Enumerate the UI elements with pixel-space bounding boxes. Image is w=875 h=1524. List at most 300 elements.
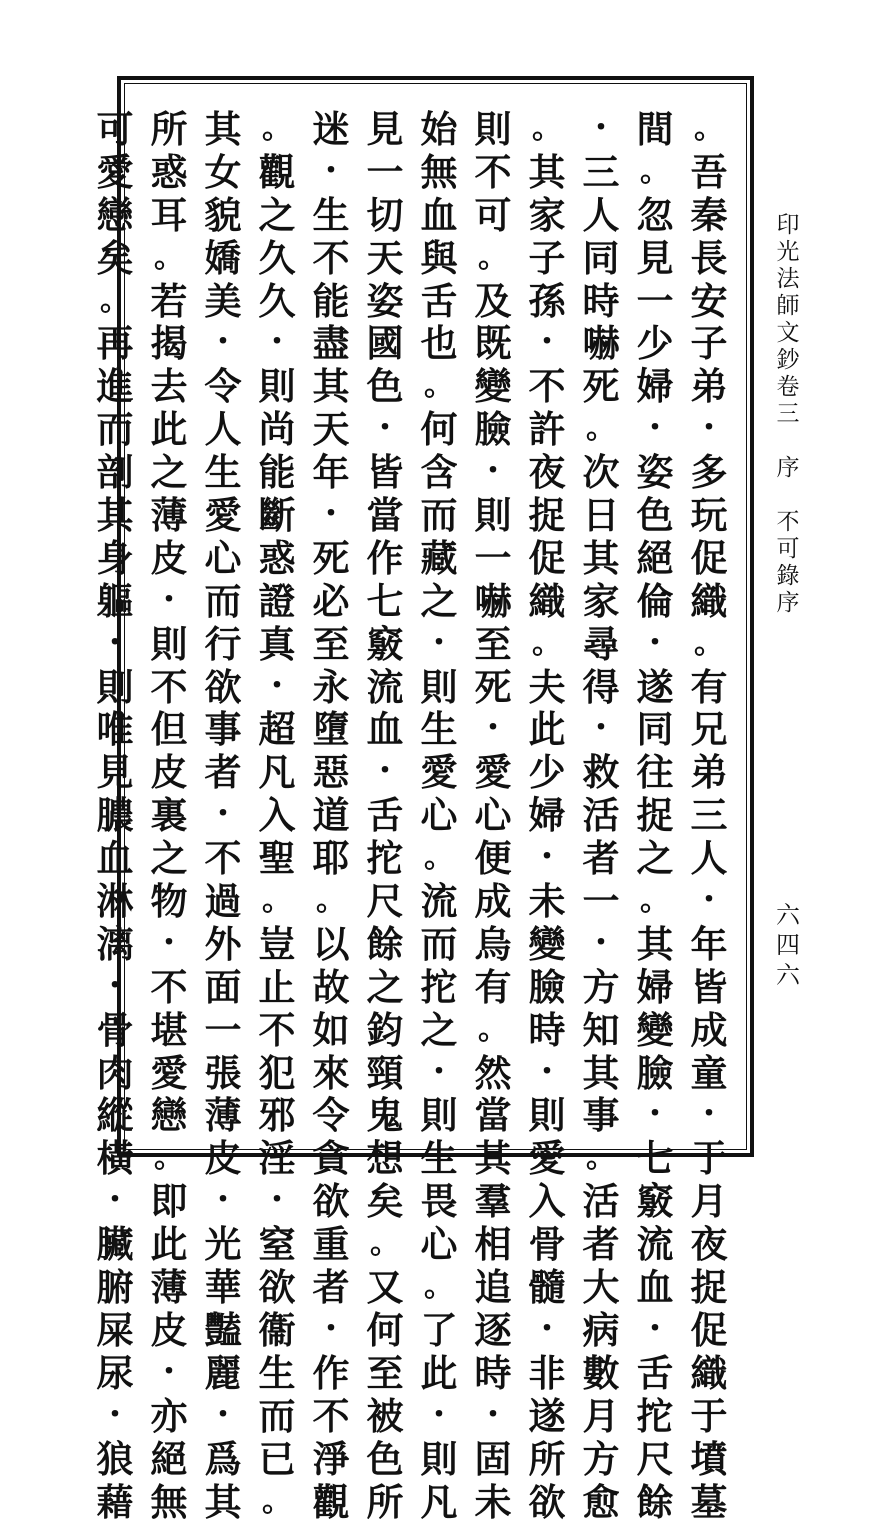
- text-char: 血: [366, 707, 404, 752]
- text-char: 天: [312, 407, 350, 452]
- text-char: 秦: [690, 192, 728, 237]
- text-char: 犯: [258, 1050, 296, 1095]
- text-char: 止: [258, 964, 296, 1009]
- text-char: 事: [204, 707, 242, 752]
- text-char: 竅: [366, 621, 404, 666]
- text-char: 其: [96, 493, 134, 538]
- text-char: 流: [366, 664, 404, 709]
- text-char: 。: [640, 153, 670, 189]
- text-char: 之: [258, 192, 296, 237]
- text-char: 血: [96, 836, 134, 881]
- text-char: 其: [528, 149, 566, 194]
- text-char: 堪: [150, 1007, 188, 1052]
- text-char: 剖: [96, 450, 134, 495]
- text-char: 則: [528, 1093, 566, 1138]
- text-char: 至: [366, 1350, 404, 1395]
- running-head-book-title-char: 三: [776, 401, 800, 427]
- text-char: 姿: [636, 450, 674, 495]
- text-char: ・: [694, 883, 724, 919]
- text-char: ・: [586, 925, 616, 961]
- text-char: 不: [150, 964, 188, 1009]
- text-char: 有: [690, 664, 728, 709]
- text-char: 拕: [366, 836, 404, 881]
- text-char: 之: [420, 578, 458, 623]
- text-char: 捉: [528, 493, 566, 538]
- text-column: [196, 107, 250, 1524]
- text-char: 其: [204, 1479, 242, 1524]
- text-char: 姿: [366, 278, 404, 323]
- text-char: 孫: [528, 278, 566, 323]
- text-char: 同: [636, 707, 674, 752]
- text-char: 而: [96, 407, 134, 452]
- text-char: ・: [532, 325, 562, 361]
- text-char: 。: [586, 1140, 616, 1176]
- text-char: 得: [582, 664, 620, 709]
- text-char: 被: [366, 1393, 404, 1438]
- text-char: 。: [424, 368, 454, 404]
- text-char: 少: [636, 321, 674, 366]
- text-char: 骨: [96, 1007, 134, 1052]
- text-char: 其: [582, 1050, 620, 1095]
- text-char: 固: [474, 1436, 512, 1481]
- text-char: 再: [96, 321, 134, 366]
- text-column: [88, 107, 142, 1524]
- text-char: 時: [474, 1350, 512, 1395]
- text-char: 死: [474, 664, 512, 709]
- text-char: 相: [474, 1222, 512, 1267]
- running-head-chapter-char: 可: [776, 536, 800, 562]
- text-char: 縱: [96, 1093, 134, 1138]
- text-char: 即: [150, 1179, 188, 1224]
- text-char: 超: [258, 707, 296, 752]
- text-char: 進: [96, 364, 134, 409]
- text-char: 女: [204, 149, 242, 194]
- text-char: ・: [262, 325, 292, 361]
- text-char: 一: [204, 1007, 242, 1052]
- text-char: 者: [582, 836, 620, 881]
- running-head: [770, 212, 806, 617]
- text-char: ・: [370, 754, 400, 790]
- text-char: 捉: [690, 1265, 728, 1310]
- text-char: ・: [424, 1397, 454, 1433]
- text-char: 月: [582, 1393, 620, 1438]
- text-char: 血: [420, 192, 458, 237]
- text-char: 生: [204, 450, 242, 495]
- text-char: 尺: [636, 1436, 674, 1481]
- text-char: 墓: [690, 1479, 728, 1524]
- text-char: 逐: [474, 1307, 512, 1352]
- text-char: 有: [474, 964, 512, 1009]
- text-char: 追: [474, 1265, 512, 1310]
- text-char: 藏: [420, 535, 458, 580]
- text-char: ・: [208, 1183, 238, 1219]
- text-char: 外: [204, 921, 242, 966]
- text-char: 而: [420, 921, 458, 966]
- text-char: 婦: [636, 364, 674, 409]
- text-char: 愈: [582, 1479, 620, 1524]
- text-char: 尿: [96, 1350, 134, 1395]
- text-char: 皮: [150, 750, 188, 795]
- running-head-chapter-char: 不: [776, 509, 800, 535]
- text-char: ・: [208, 1397, 238, 1433]
- text-char: ・: [154, 582, 184, 618]
- text-char: 盡: [312, 321, 350, 366]
- text-char: 尚: [258, 407, 296, 452]
- text-char: 。: [154, 239, 184, 275]
- text-char: 病: [582, 1307, 620, 1352]
- text-char: 子: [528, 235, 566, 280]
- page-number-char: 六: [776, 961, 800, 989]
- text-char: 久: [258, 235, 296, 280]
- text-char: ・: [694, 411, 724, 447]
- text-char: 戀: [150, 1093, 188, 1138]
- text-char: 惑: [258, 535, 296, 580]
- text-char: 入: [528, 1179, 566, 1224]
- text-char: 了: [420, 1307, 458, 1352]
- text-char: ・: [640, 625, 670, 661]
- text-char: 。: [316, 883, 346, 919]
- text-char: 腑: [96, 1265, 134, 1310]
- text-char: 方: [582, 964, 620, 1009]
- text-char: 入: [258, 793, 296, 838]
- text-char: 忽: [636, 192, 674, 237]
- text-char: 能: [258, 450, 296, 495]
- text-column: [250, 108, 304, 1519]
- text-char: 婦: [528, 793, 566, 838]
- text-char: 無: [420, 149, 458, 194]
- text-char: 嬌: [204, 235, 242, 280]
- text-char: 張: [204, 1050, 242, 1095]
- text-char: 令: [204, 364, 242, 409]
- text-char: 令: [312, 1093, 350, 1138]
- text-char: 久: [258, 278, 296, 323]
- text-char: 爲: [204, 1436, 242, 1481]
- text-char: 漓: [96, 921, 134, 966]
- text-char: 于: [690, 1393, 728, 1438]
- text-char: 過: [204, 879, 242, 924]
- text-char: 則: [474, 107, 512, 151]
- text-char: 年: [312, 450, 350, 495]
- text-char: 無: [150, 1479, 188, 1524]
- text-char: 切: [366, 192, 404, 237]
- text-char: 舌: [420, 278, 458, 323]
- text-char: 證: [258, 578, 296, 623]
- text-char: 夜: [528, 450, 566, 495]
- text-char: 變: [474, 364, 512, 409]
- text-char: 。: [694, 111, 724, 146]
- text-char: 觀: [258, 149, 296, 194]
- text-char: ・: [262, 1183, 292, 1219]
- text-char: ・: [208, 797, 238, 833]
- text-char: 不: [150, 664, 188, 709]
- text-char: 。: [262, 883, 292, 919]
- text-char: ・: [316, 497, 346, 533]
- text-char: 而: [204, 578, 242, 623]
- text-char: 永: [312, 664, 350, 709]
- text-char: 者: [582, 1222, 620, 1267]
- text-char: 至: [474, 621, 512, 666]
- text-column: [466, 107, 520, 1524]
- text-char: 貪: [312, 1136, 350, 1181]
- text-char: 多: [690, 450, 728, 495]
- text-char: 皆: [366, 450, 404, 495]
- text-char: 裏: [150, 793, 188, 838]
- text-char: 童: [690, 1050, 728, 1095]
- text-char: 玩: [690, 493, 728, 538]
- text-char: 則: [150, 621, 188, 666]
- text-char: 救: [582, 750, 620, 795]
- text-char: 欲: [258, 1265, 296, 1310]
- text-char: 嚇: [474, 578, 512, 623]
- text-char: 墳: [690, 1436, 728, 1481]
- text-char: 而: [420, 493, 458, 538]
- text-char: 可: [474, 192, 512, 237]
- text-char: 日: [582, 493, 620, 538]
- text-char: 面: [204, 964, 242, 1009]
- text-char: 年: [690, 921, 728, 966]
- text-char: ・: [100, 625, 130, 661]
- text-char: 麗: [204, 1350, 242, 1395]
- text-char: 便: [474, 836, 512, 881]
- text-char: 織: [690, 1350, 728, 1395]
- text-char: 骨: [528, 1222, 566, 1267]
- text-char: ・: [262, 668, 292, 704]
- text-char: 時: [528, 1007, 566, 1052]
- text-char: 屎: [96, 1307, 134, 1352]
- text-char: 至: [312, 621, 350, 666]
- text-char: 。: [586, 411, 616, 447]
- text-char: 唯: [96, 707, 134, 752]
- text-char: 不: [528, 364, 566, 409]
- text-char: 流: [420, 879, 458, 924]
- text-char: 餘: [366, 921, 404, 966]
- text-char: 行: [204, 621, 242, 666]
- text-char: 。: [478, 1011, 508, 1047]
- text-char: 見: [96, 750, 134, 795]
- text-char: 兄: [690, 707, 728, 752]
- text-char: 揭: [150, 321, 188, 366]
- text-char: 心: [204, 535, 242, 580]
- text-char: 嚇: [582, 321, 620, 366]
- text-char: ・: [586, 111, 616, 146]
- text-char: 許: [528, 407, 566, 452]
- text-char: 道: [312, 793, 350, 838]
- text-char: 其: [474, 1136, 512, 1181]
- text-char: 愛: [474, 750, 512, 795]
- text-char: 餘: [636, 1479, 674, 1524]
- text-char: 促: [690, 1307, 728, 1352]
- text-char: 。: [370, 1226, 400, 1262]
- text-char: 凡: [420, 1479, 458, 1524]
- text-char: 皮: [204, 1136, 242, 1181]
- text-char: ・: [316, 153, 346, 189]
- text-char: 死: [582, 364, 620, 409]
- text-char: ・: [586, 711, 616, 747]
- text-char: 活: [582, 1179, 620, 1224]
- text-char: 膿: [96, 793, 134, 838]
- text-char: 人: [582, 192, 620, 237]
- text-char: 作: [312, 1350, 350, 1395]
- text-char: 惑: [150, 149, 188, 194]
- text-char: 身: [96, 535, 134, 580]
- text-char: 則: [420, 664, 458, 709]
- text-char: 皮: [150, 535, 188, 580]
- text-char: 竅: [636, 1179, 674, 1224]
- text-char: ・: [532, 1311, 562, 1347]
- text-char: 此: [150, 407, 188, 452]
- text-char: 三: [690, 793, 728, 838]
- text-char: 方: [582, 1436, 620, 1481]
- text-char: 變: [636, 1007, 674, 1052]
- running-head-section-char: 序: [776, 455, 800, 481]
- text-char: 國: [366, 321, 404, 366]
- text-column: [628, 107, 682, 1524]
- text-char: 。: [424, 840, 454, 876]
- text-char: 七: [636, 1136, 674, 1181]
- text-char: 之: [420, 1007, 458, 1052]
- text-char: 尺: [366, 879, 404, 924]
- text-char: 子: [690, 321, 728, 366]
- text-char: 者: [204, 750, 242, 795]
- text-char: 鈞: [366, 1007, 404, 1052]
- text-char: 臟: [96, 1222, 134, 1267]
- text-char: 而: [258, 1393, 296, 1438]
- text-char: ・: [154, 925, 184, 961]
- text-char: 可: [96, 107, 134, 151]
- text-char: 橫: [96, 1136, 134, 1181]
- text-char: 聖: [258, 836, 296, 881]
- text-char: 則: [420, 1093, 458, 1138]
- text-char: 也: [420, 321, 458, 366]
- text-char: 皆: [690, 964, 728, 1009]
- text-char: 之: [366, 964, 404, 1009]
- text-char: 不: [312, 1393, 350, 1438]
- text-char: 愛: [96, 149, 134, 194]
- text-char: 此: [528, 707, 566, 752]
- text-char: 。: [100, 282, 130, 318]
- text-char: 促: [690, 535, 728, 580]
- text-char: 去: [150, 364, 188, 409]
- text-char: 成: [690, 1007, 728, 1052]
- running-head-chapter-char: 錄: [776, 563, 800, 589]
- text-char: 成: [474, 879, 512, 924]
- text-column: [304, 107, 358, 1524]
- text-char: ・: [100, 1397, 130, 1433]
- text-char: 。: [262, 111, 292, 146]
- text-char: 薄: [150, 493, 188, 538]
- text-char: 如: [312, 1007, 350, 1052]
- text-char: 淨: [312, 1436, 350, 1481]
- text-char: 欲: [312, 1179, 350, 1224]
- text-char: 淫: [258, 1136, 296, 1181]
- text-char: 以: [312, 921, 350, 966]
- text-char: 月: [690, 1179, 728, 1224]
- text-char: 不: [258, 1007, 296, 1052]
- text-char: 故: [312, 964, 350, 1009]
- text-char: ・: [478, 454, 508, 490]
- text-char: ・: [478, 711, 508, 747]
- text-char: 臉: [528, 964, 566, 1009]
- text-char: 愛: [528, 1136, 566, 1181]
- text-char: 往: [636, 750, 674, 795]
- text-char: 耳: [150, 192, 188, 237]
- text-char: ・: [424, 1054, 454, 1090]
- text-char: 見: [636, 235, 674, 280]
- text-char: 夫: [528, 664, 566, 709]
- text-char: 流: [636, 1222, 674, 1267]
- text-char: 及: [474, 278, 512, 323]
- running-head-chapter-char: 序: [776, 590, 800, 616]
- text-char: 拕: [420, 964, 458, 1009]
- text-char: 烏: [474, 921, 512, 966]
- page-number: [770, 900, 806, 990]
- text-char: 始: [420, 107, 458, 151]
- text-char: 藉: [96, 1479, 134, 1524]
- text-char: 婦: [636, 964, 674, 1009]
- text-char: 織: [528, 578, 566, 623]
- text-char: 美: [204, 278, 242, 323]
- text-char: 一: [636, 278, 674, 323]
- text-char: ・: [640, 1097, 670, 1133]
- text-char: 之: [636, 836, 674, 881]
- text-char: 觀: [312, 1479, 350, 1524]
- text-char: 色: [366, 1436, 404, 1481]
- text-char: 迷: [312, 107, 350, 151]
- running-head-book-title-char: 印: [776, 212, 800, 238]
- text-char: 少: [528, 750, 566, 795]
- text-char: 臉: [636, 1050, 674, 1095]
- text-char: 則: [420, 1436, 458, 1481]
- text-char: 血: [636, 1265, 674, 1310]
- text-char: 來: [312, 1050, 350, 1095]
- text-char: 愛: [204, 493, 242, 538]
- text-char: 長: [690, 235, 728, 280]
- text-char: 軀: [96, 578, 134, 623]
- text-char: 拕: [636, 1393, 674, 1438]
- text-char: 活: [582, 793, 620, 838]
- text-char: 弟: [690, 364, 728, 409]
- text-char: ・: [370, 411, 400, 447]
- text-char: 家: [582, 578, 620, 623]
- text-char: 衞: [258, 1307, 296, 1352]
- text-char: 生: [420, 1136, 458, 1181]
- text-char: 。: [262, 1483, 292, 1519]
- text-char: 畏: [420, 1179, 458, 1224]
- text-column: [412, 107, 466, 1524]
- text-char: 未: [528, 879, 566, 924]
- running-head-book-title-char: 光: [776, 239, 800, 265]
- text-char: 則: [258, 364, 296, 409]
- text-char: 生: [312, 192, 350, 237]
- text-char: 數: [582, 1350, 620, 1395]
- text-char: 死: [312, 535, 350, 580]
- text-char: 。: [532, 625, 562, 661]
- text-char: 捉: [636, 793, 674, 838]
- text-char: 知: [582, 1007, 620, 1052]
- running-head-book-title-char: 卷: [776, 374, 800, 400]
- text-char: ・: [532, 1054, 562, 1090]
- text-column: [142, 107, 196, 1524]
- text-char: 戀: [96, 192, 134, 237]
- text-char: 遂: [636, 664, 674, 709]
- text-char: 。: [640, 883, 670, 919]
- running-head-book-title-char: 文: [776, 320, 800, 346]
- text-char: 頸: [366, 1050, 404, 1095]
- text-char: 所: [366, 1479, 404, 1524]
- text-char: 一: [474, 535, 512, 580]
- text-char: 欲: [204, 664, 242, 709]
- text-char: 時: [582, 278, 620, 323]
